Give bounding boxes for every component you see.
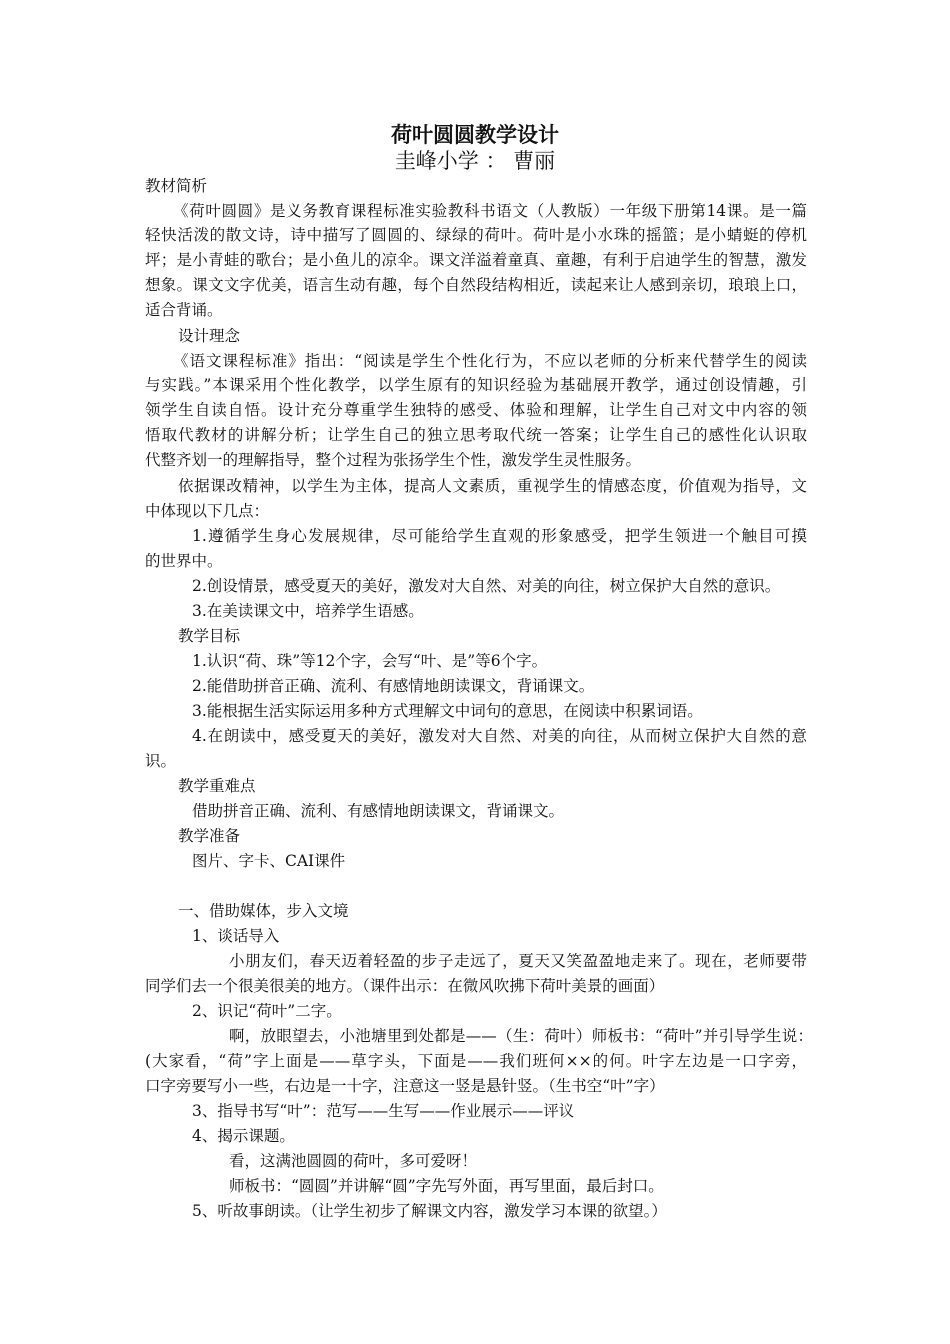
heading-design-concept: 设计理念 <box>178 327 241 345</box>
paragraph-line: 《语文课程标准》指出：“阅读是学生个性化行为，不应以老师的分析来代替学生的阅读 <box>173 352 807 370</box>
paragraph-line: 啊，放眼望去，小池塘里到处都是——（生：荷叶）师板书：“荷叶”并引导学生说： <box>229 1027 813 1045</box>
paragraph-line: 口字旁要写小一些，右边是一十字，注意这一竖是悬针竖。（生书空“叶”字） <box>145 1077 665 1095</box>
section-heading-1: 一、借助媒体，步入文境 <box>178 902 349 920</box>
paragraph-line: 同学们去一个很美很美的地方。（课件出示：在微风吹拂下荷叶美景的画面） <box>145 977 665 995</box>
paragraph-line: 轻快活泼的散文诗，诗中描写了圆圆的、绿绿的荷叶。荷叶是小水珠的摇篮；是小蜻蜓的停机 <box>145 226 807 244</box>
paragraph-line: 《荷叶圆圆》是义务教育课程标准实验教科书语文（人教版）一年级下册第14课。是一篇 <box>173 202 807 220</box>
paragraph-line: 与实践。”本课采用个性化教学，以学生原有的知识经验为基础展开教学，通过创设情趣，引 <box>145 376 807 394</box>
paragraph-line: 中体现以下几点： <box>145 502 270 520</box>
list-item: 2.创设情景，感受夏天的美好，激发对大自然、对美的向往，树立保护大自然的意识。 <box>192 577 781 595</box>
paragraph-line: 领学生自读自悟。设计充分尊重学生独特的感受、体验和理解，让学生自己对文中内容的领 <box>145 401 807 419</box>
list-item: 1.遵循学生身心发展规律，尽可能给学生直观的形象感受，把学生领进一个触目可摸 <box>192 527 807 545</box>
paragraph-line: 依据课改精神，以学生为主体，提高人文素质，重视学生的情感态度，价值观为指导，文 <box>178 477 807 495</box>
step-heading: 4、揭示课题。 <box>192 1127 295 1145</box>
paragraph-line: (大家看，“荷”字上面是——草字头，下面是——我们班何××的何。叶字左边是一口字旁， <box>145 1052 807 1070</box>
paragraph-line: 代整齐划一的理解指导，整个过程为张扬学生个性，激发学生灵性服务。 <box>145 451 642 469</box>
step-heading: 5、听故事朗读。（让学生初步了解课文内容，激发学习本课的欲望。） <box>192 1202 667 1220</box>
heading-preparation: 教学准备 <box>178 827 241 845</box>
list-item: 4.在朗读中，感受夏天的美好，激发对大自然、对美的向往，从而树立保护大自然的意 <box>192 727 807 745</box>
list-item: 3.在美读课文中，培养学生语感。 <box>192 602 424 620</box>
document-author: 圭峰小学 ： 曹丽 <box>394 149 556 173</box>
list-item: 1.认识“荷、珠”等12个字，会写“叶、是”等6个字。 <box>192 652 548 670</box>
heading-textbook-analysis: 教材简析 <box>145 177 208 195</box>
paragraph-line: 适合背诵。 <box>145 301 223 319</box>
paragraph-line: 坪；是小青蛙的歌台；是小鱼儿的凉伞。课文洋溢着童真、童趣，有利于启迪学生的智慧，激发 <box>145 251 807 269</box>
paragraph-line: 借助拼音正确、流利、有感情地朗读课文，背诵课文。 <box>192 802 565 820</box>
list-item: 2.能借助拼音正确、流利、有感情地朗读课文，背诵课文。 <box>192 677 595 695</box>
step-heading: 2、识记“荷叶”二字。 <box>192 1002 342 1020</box>
list-item: 的世界中。 <box>145 552 223 570</box>
step-heading: 3、指导书写“叶”：范写——生写——作业展示——评议 <box>192 1102 575 1120</box>
heading-teaching-goals: 教学目标 <box>178 627 241 645</box>
document-title: 荷叶圆圆教学设计 <box>391 122 559 147</box>
paragraph-line: 想象。课文文字优美，语言生动有趣，每个自然段结构相近，读起来让人感到亲切，琅琅上口， <box>145 276 807 294</box>
paragraph-line: 图片、字卡、CAI课件 <box>192 852 346 870</box>
heading-key-points: 教学重难点 <box>178 777 256 795</box>
paragraph-line: 师板书：“圆圆”并讲解“圆”字先写外面，再写里面，最后封口。 <box>229 1177 664 1195</box>
list-item: 3.能根据生活实际运用多种方式理解文中词句的意思，在阅读中积累词语。 <box>192 702 703 720</box>
paragraph-line: 悟取代教材的讲解分析；让学生自己的独立思考取代统一答案；让学生自己的感性化认识取 <box>145 426 807 444</box>
step-heading: 1、谈话导入 <box>192 927 280 945</box>
paragraph-line: 小朋友们，春天迈着轻盈的步子走远了，夏天又笑盈盈地走来了。现在，老师要带 <box>229 952 807 970</box>
list-item: 识。 <box>145 752 177 770</box>
paragraph-line: 看，这满池圆圆的荷叶，多可爱呀！ <box>229 1152 478 1170</box>
